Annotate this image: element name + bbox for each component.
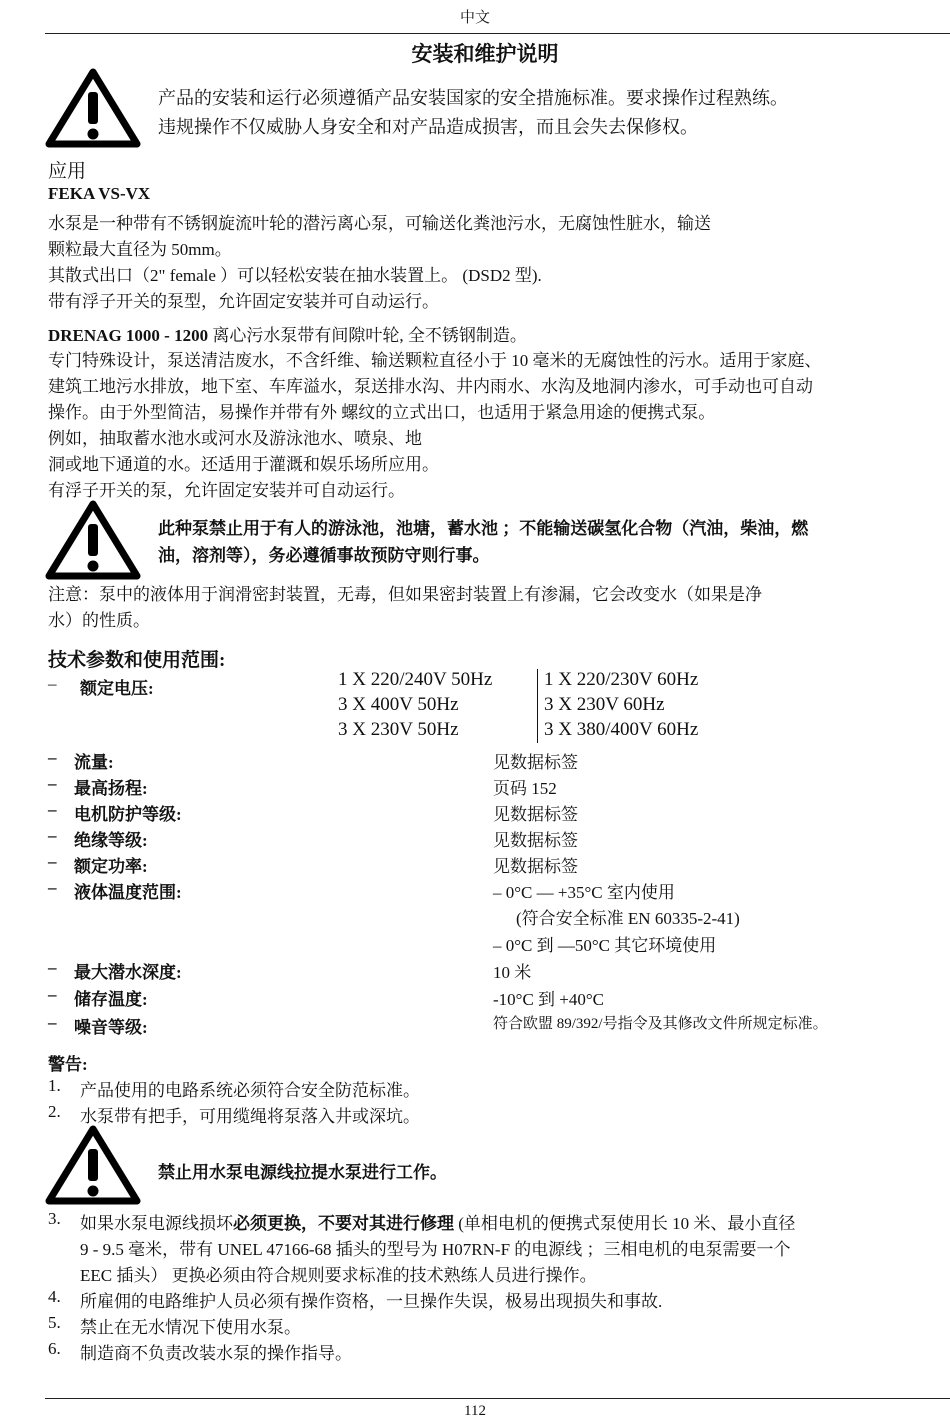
warning-icon xyxy=(45,500,141,580)
note-line-1: 注意：泵中的液体用于润滑密封装置，无毒，但如果密封装置上有渗漏，它会改变水（如果是净 xyxy=(48,585,762,604)
voltage-60hz: 3 X 380/400V 60Hz xyxy=(544,719,699,740)
list-number: 5. xyxy=(48,1313,61,1332)
spec-value: -10°C 到 +40°C xyxy=(493,990,605,1009)
spec-label-voltage: 额定电压: xyxy=(80,679,154,698)
list-number: 6. xyxy=(48,1339,61,1358)
list-item-continued: 9 - 9.5 毫米，带有 UNEL 47166-68 插头的型号为 H07RN-F 的电源线 ；三相电机的电泵需要一个 xyxy=(80,1240,791,1259)
drenag-intro xyxy=(48,321,527,346)
bullet-dash: – xyxy=(48,826,57,845)
feka-line: 带有浮子开关的泵型，允许固定安装并可自动运行。 xyxy=(48,292,439,311)
list-item-continued: EEC 插头） 更换必须由符合规则要求标准的技术熟练人员进行操作。 xyxy=(80,1266,597,1285)
spec-value: 见数据标签 xyxy=(493,753,578,772)
list-item: 水泵带有把手，可用缆绳将泵落入井或深坑。 xyxy=(80,1107,420,1126)
warning-icon xyxy=(45,1125,141,1205)
cable-warning: 禁止用水泵电源线拉提水泵进行工作。 xyxy=(158,1163,447,1182)
drenag-line: 例如，抽取蓄水池水或河水及游泳池水、喷泉、地 xyxy=(48,429,422,448)
voltage-60hz: 3 X 230V 60Hz xyxy=(544,694,665,715)
drenag-line: 有浮子开关的泵，允许固定安装并可自动运行。 xyxy=(48,481,405,500)
bullet-dash: – xyxy=(48,958,57,977)
spec-value: 页码 152 xyxy=(493,779,557,798)
header-language: 中文 xyxy=(459,10,490,26)
warnings-heading: 警告: xyxy=(48,1055,88,1074)
page-title: 安装和维护说明 xyxy=(411,42,559,66)
warning-icon xyxy=(45,68,141,148)
spec-label: 最高扬程: xyxy=(74,779,148,798)
bullet-dash: – xyxy=(48,674,57,693)
list-item: 产品使用的电路系统必须符合安全防范标准。 xyxy=(80,1081,420,1100)
feka-line: 水泵是一种带有不锈钢旋流叶轮的潜污离心泵，可输送化粪池污水，无腐蚀性脏水，输送 xyxy=(48,214,711,233)
product-name-drenag: DRENAG 1000 - 1200 xyxy=(48,326,209,345)
spec-label: 液体温度范围: xyxy=(74,883,182,902)
voltage-50hz: 3 X 400V 50Hz xyxy=(338,694,459,715)
list-number: 4. xyxy=(48,1287,61,1306)
list-item: 所雇佣的电路维护人员必须有操作资格，一旦操作失误，极易出现损失和事故. xyxy=(80,1292,663,1311)
bullet-dash: – xyxy=(48,800,57,819)
product-name-feka: FEKA VS-VX xyxy=(48,184,151,203)
footer-rule xyxy=(45,1398,950,1399)
list-number: 3. xyxy=(48,1209,61,1228)
voltage-60hz: 1 X 220/230V 60Hz xyxy=(544,669,699,690)
spec-label: 噪音等级: xyxy=(74,1018,148,1037)
spec-value: 见数据标签 xyxy=(493,805,578,824)
drenag-line: 专门特殊设计，泵送清洁废水，不含纤维、输送颗粒直径小于 10 毫米的无腐蚀性的污水。适用于家庭、 xyxy=(48,351,822,370)
section-heading-application: 应用 xyxy=(48,161,87,182)
drenag-line: 建筑工地污水排放，地下室、车库溢水，泵送排水沟、井内雨水、水沟及地洞内渗水，可手动也可自动 xyxy=(48,377,813,396)
pool-warning-line-1: 此种泵禁止用于有人的游泳池，池塘，蓄水池 ；不能输送碳氢化合物（汽油，柴油，燃 xyxy=(158,519,809,538)
spec-value: – 0°C — +35°C 室内使用 xyxy=(493,883,675,902)
feka-line: 其散式出口（2" female ）可以轻松安装在抽水装置上。 (DSD2 型). xyxy=(48,266,542,285)
spec-label: 电机防护等级: xyxy=(74,805,182,824)
feka-line: 颗粒最大直径为 50mm。 xyxy=(48,240,232,259)
page-number: 112 xyxy=(464,1403,486,1419)
voltage-50hz: 1 X 220/240V 50Hz xyxy=(338,669,493,690)
intro-line-2: 违规操作不仅威胁人身安全和对产品造成损害，而且会失去保修权。 xyxy=(158,117,698,137)
spec-value: 符合欧盟 89/392/号指令及其修改文件所规定标准。 xyxy=(493,1016,828,1032)
list-item-cable-replace xyxy=(80,1209,795,1234)
drenag-line: 洞或地下通道的水。还适用于灌溉和娱乐场所应用。 xyxy=(48,455,439,474)
bullet-dash: – xyxy=(48,748,57,767)
drenag-name-suffix: 离心污水泵带有间隙叶轮, 全不锈钢制造。 xyxy=(208,326,527,345)
spec-label: 最大潜水深度: xyxy=(74,963,182,982)
list-number: 1. xyxy=(48,1076,61,1095)
bullet-dash: – xyxy=(48,774,57,793)
spec-value-extra: (符合安全标准 EN 60335-2-41) xyxy=(516,909,740,928)
bullet-dash: – xyxy=(48,985,57,1004)
item3-pre: 如果水泵电源线损坏 xyxy=(80,1214,233,1233)
spec-label: 流量: xyxy=(74,753,114,772)
pool-warning-line-2: 油，溶剂等），务必遵循事故预防守则行事。 xyxy=(158,546,490,565)
list-number: 2. xyxy=(48,1102,61,1121)
spec-label: 绝缘等级: xyxy=(74,831,148,850)
list-item: 制造商不负责改装水泵的操作指导。 xyxy=(80,1344,352,1363)
specs-heading: 技术参数和使用范围: xyxy=(48,650,226,671)
voltage-50hz: 3 X 230V 50Hz xyxy=(338,719,459,740)
spec-value: 见数据标签 xyxy=(493,857,578,876)
bullet-dash: – xyxy=(48,852,57,871)
drenag-line: 操作。由于外型简洁，易操作并带有外 螺纹的立式出口，也适用于紧急用途的便携式泵。 xyxy=(48,403,716,422)
bullet-dash: – xyxy=(48,878,57,897)
note-line-2: 水）的性质。 xyxy=(48,611,150,630)
spec-label: 储存温度: xyxy=(74,990,148,1009)
spec-value: 见数据标签 xyxy=(493,831,578,850)
spec-value: 10 米 xyxy=(493,963,532,982)
spec-value-extra: – 0°C 到 —50°C 其它环境使用 xyxy=(493,936,717,955)
spec-label: 额定功率: xyxy=(74,857,148,876)
voltage-divider xyxy=(537,669,538,743)
intro-line-1: 产品的安装和运行必须遵循产品安装国家的安全措施标准。要求操作过程熟练。 xyxy=(158,88,788,108)
item3-bold: 必须更换，不要对其进行修理 xyxy=(233,1214,454,1233)
item3-post: (单相电机的便携式泵使用长 10 米、最小直径 xyxy=(454,1214,796,1233)
bullet-dash: – xyxy=(48,1013,57,1032)
header-rule xyxy=(45,33,950,34)
list-item: 禁止在无水情况下使用水泵。 xyxy=(80,1318,301,1337)
